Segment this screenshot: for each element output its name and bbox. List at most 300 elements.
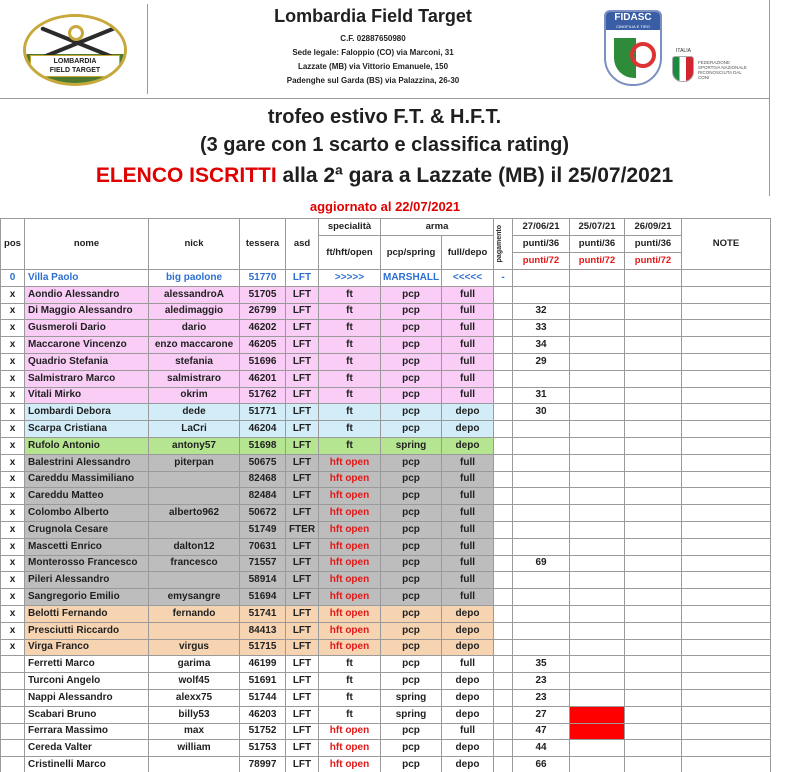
cell-spec: ft	[319, 370, 381, 387]
cell-g2	[570, 303, 625, 320]
cell-g3	[625, 353, 682, 370]
cell-g1	[513, 521, 570, 538]
table-row	[1, 404, 771, 421]
cell-spec: ft	[319, 437, 381, 454]
cell-nick: aledimaggio	[149, 303, 240, 320]
cell-nome: Quadrio Stefania	[25, 353, 149, 370]
cell-g1: 23	[513, 673, 570, 690]
cell-arma1: pcp	[381, 370, 442, 387]
fidasc-text: FIDASC	[606, 12, 660, 30]
col-gara1-p72: punti/72	[513, 253, 570, 270]
cell-pag	[494, 589, 513, 606]
logo-text-2: FIELD TARGET	[49, 67, 101, 74]
col-gara3-p36: punti/36	[625, 236, 682, 253]
cell-g2	[570, 723, 625, 740]
col-gara1-date: 27/06/21	[513, 219, 570, 236]
cell-arma1: pcp	[381, 454, 442, 471]
cell-g3	[625, 689, 682, 706]
cell-g3	[625, 656, 682, 673]
cell-asd: LFT	[286, 437, 319, 454]
table-row	[1, 622, 771, 639]
cell-tessera: 50675	[240, 454, 286, 471]
cell-nick: dario	[149, 320, 240, 337]
cell-g2	[570, 689, 625, 706]
cell-arma1: pcp	[381, 538, 442, 555]
col-tessera: tessera	[240, 219, 286, 270]
cell-nome: Ferrara Massimo	[25, 723, 149, 740]
cell-pag	[494, 505, 513, 522]
cell-g3	[625, 706, 682, 723]
cell-asd: LFT	[286, 639, 319, 656]
cell-g2	[570, 572, 625, 589]
titles-block	[0, 98, 770, 196]
cell-nick: salmistraro	[149, 370, 240, 387]
cell-arma2: full	[442, 471, 494, 488]
fidasc-sub: CINOFILIA E TIRO	[616, 24, 650, 29]
cell-note	[682, 639, 771, 656]
cell-pag	[494, 538, 513, 555]
cell-spec: ft	[319, 673, 381, 690]
cell-g3	[625, 270, 682, 287]
table-row	[1, 572, 771, 589]
cell-arma1: pcp	[381, 673, 442, 690]
org-address-3: Padenghe sul Garda (BS) via Palazzina, 26-30	[286, 76, 460, 85]
cell-pos: x	[1, 404, 25, 421]
cell-arma1: pcp	[381, 555, 442, 572]
cell-spec: ft	[319, 421, 381, 438]
cell-note	[682, 757, 771, 772]
cell-g2	[570, 505, 625, 522]
cell-arma1: pcp	[381, 404, 442, 421]
cell-pag	[494, 757, 513, 772]
cell-tessera: 51715	[240, 639, 286, 656]
cell-pos: x	[1, 622, 25, 639]
cell-note	[682, 303, 771, 320]
cell-tessera: 51762	[240, 387, 286, 404]
cell-arma2: depo	[442, 437, 494, 454]
cell-pag	[494, 404, 513, 421]
cell-tessera: 51753	[240, 740, 286, 757]
cell-asd: LFT	[286, 505, 319, 522]
cell-pag	[494, 572, 513, 589]
cell-arma1: pcp	[381, 387, 442, 404]
cell-nome: Nappi Alessandro	[25, 689, 149, 706]
cell-pos: x	[1, 421, 25, 438]
cell-g3	[625, 454, 682, 471]
cell-arma2: depo	[442, 689, 494, 706]
cell-g1: 69	[513, 555, 570, 572]
table-row	[1, 353, 771, 370]
cell-spec: ft	[319, 303, 381, 320]
cell-arma2: full	[442, 353, 494, 370]
cell-arma1: pcp	[381, 471, 442, 488]
cell-pos: x	[1, 286, 25, 303]
cell-tessera: 82468	[240, 471, 286, 488]
cell-nick: piterpan	[149, 454, 240, 471]
cell-spec: hft open	[319, 757, 381, 772]
cell-arma2: depo	[442, 740, 494, 757]
cell-asd: LFT	[286, 488, 319, 505]
cell-nome: Gusmeroli Dario	[25, 320, 149, 337]
cell-nick: francesco	[149, 555, 240, 572]
cell-arma2: full	[442, 521, 494, 538]
cell-g2	[570, 421, 625, 438]
cell-asd: LFT	[286, 689, 319, 706]
cell-arma2: full	[442, 505, 494, 522]
cell-g1: 34	[513, 337, 570, 354]
col-gara3-p72: punti/72	[625, 253, 682, 270]
table-row	[1, 270, 771, 287]
cell-arma1: pcp	[381, 589, 442, 606]
cell-note	[682, 337, 771, 354]
cell-arma2: depo	[442, 605, 494, 622]
cell-asd: LFT	[286, 605, 319, 622]
cell-pos: x	[1, 589, 25, 606]
cell-g1: 47	[513, 723, 570, 740]
cell-pag	[494, 303, 513, 320]
cell-g2	[570, 387, 625, 404]
cell-g1: 31	[513, 387, 570, 404]
col-specialita-sub: ft/hft/open	[319, 236, 381, 270]
cell-g1	[513, 505, 570, 522]
col-arma: arma	[381, 219, 494, 236]
cell-spec: ft	[319, 337, 381, 354]
cell-nick	[149, 471, 240, 488]
cell-arma2: full	[442, 303, 494, 320]
cell-pag	[494, 320, 513, 337]
cell-spec: hft open	[319, 572, 381, 589]
table-row	[1, 538, 771, 555]
cell-g3	[625, 589, 682, 606]
cell-pag	[494, 521, 513, 538]
cell-nick	[149, 572, 240, 589]
cell-tessera: 50672	[240, 505, 286, 522]
cell-arma1: pcp	[381, 320, 442, 337]
cell-tessera: 51696	[240, 353, 286, 370]
cell-nick: garima	[149, 656, 240, 673]
cell-g3	[625, 421, 682, 438]
cell-arma2: depo	[442, 639, 494, 656]
cell-g2	[570, 404, 625, 421]
cell-pag	[494, 689, 513, 706]
cell-arma2: depo	[442, 673, 494, 690]
cell-pos: x	[1, 521, 25, 538]
cell-nick: dede	[149, 404, 240, 421]
cell-pos: x	[1, 387, 25, 404]
cell-g3	[625, 337, 682, 354]
cell-note	[682, 605, 771, 622]
cell-nome: Scarpa Cristiana	[25, 421, 149, 438]
cell-g2	[570, 454, 625, 471]
cell-spec: ft	[319, 320, 381, 337]
cell-spec: hft open	[319, 521, 381, 538]
cell-g3	[625, 723, 682, 740]
cell-g1	[513, 605, 570, 622]
cell-g3	[625, 639, 682, 656]
cell-note	[682, 286, 771, 303]
cell-g2	[570, 538, 625, 555]
cell-spec: ft	[319, 404, 381, 421]
cell-note	[682, 622, 771, 639]
updated-date: aggiornato al 22/07/2021	[309, 199, 461, 214]
cell-g1	[513, 572, 570, 589]
registrants-body	[1, 270, 771, 772]
cell-nick	[149, 521, 240, 538]
table-row	[1, 337, 771, 354]
cell-asd: LFT	[286, 622, 319, 639]
cell-tessera: 82484	[240, 488, 286, 505]
cell-pos	[1, 706, 25, 723]
cell-nick: william	[149, 740, 240, 757]
col-asd: asd	[286, 219, 319, 270]
cell-pag	[494, 723, 513, 740]
organization-info	[148, 0, 598, 88]
cell-pag	[494, 370, 513, 387]
cell-spec: hft open	[319, 723, 381, 740]
cell-nome: Maccarone Vincenzo	[25, 337, 149, 354]
cell-g1	[513, 622, 570, 639]
cell-arma2: full	[442, 286, 494, 303]
cell-nick: stefania	[149, 353, 240, 370]
cell-asd: LFT	[286, 421, 319, 438]
cell-asd: LFT	[286, 706, 319, 723]
cell-pag	[494, 437, 513, 454]
org-address-1: Sede legale: Faloppio (CO) via Marconi, 31	[292, 48, 454, 57]
cell-g1	[513, 370, 570, 387]
cell-note	[682, 589, 771, 606]
table-row	[1, 370, 771, 387]
cell-arma1: pcp	[381, 740, 442, 757]
cell-nick: wolf45	[149, 673, 240, 690]
cell-note	[682, 521, 771, 538]
cell-g3	[625, 370, 682, 387]
cell-tessera: 26799	[240, 303, 286, 320]
cell-pos	[1, 656, 25, 673]
title-elenco-iscritti: ELENCO ISCRITTI	[95, 164, 277, 187]
cell-asd: LFT	[286, 387, 319, 404]
cell-arma1: pcp	[381, 572, 442, 589]
cell-spec: hft open	[319, 740, 381, 757]
cell-pag	[494, 639, 513, 656]
cell-nick: alberto962	[149, 505, 240, 522]
table-row	[1, 320, 771, 337]
cell-g1: 44	[513, 740, 570, 757]
cell-g3	[625, 622, 682, 639]
cell-nome: Sangregorio Emilio	[25, 589, 149, 606]
cell-arma1: pcp	[381, 656, 442, 673]
col-gara2-date: 25/07/21	[570, 219, 625, 236]
cell-spec: ft	[319, 286, 381, 303]
table-row	[1, 656, 771, 673]
cell-nome: Vitali Mirko	[25, 387, 149, 404]
cell-g1	[513, 270, 570, 287]
cell-tessera: 78997	[240, 757, 286, 772]
table-row	[1, 471, 771, 488]
cell-asd: LFT	[286, 656, 319, 673]
cell-nick: alessandroA	[149, 286, 240, 303]
cell-tessera: 51752	[240, 723, 286, 740]
cell-asd: LFT	[286, 673, 319, 690]
cell-nick: emysangre	[149, 589, 240, 606]
registrants-table	[0, 218, 771, 772]
table-row	[1, 488, 771, 505]
cell-nome: Cereda Valter	[25, 740, 149, 757]
cell-spec: hft open	[319, 555, 381, 572]
cell-pag	[494, 622, 513, 639]
cell-asd: LFT	[286, 370, 319, 387]
org-cf: C.F. 02887650980	[340, 34, 406, 43]
cell-tessera: 51771	[240, 404, 286, 421]
cell-asd: LFT	[286, 589, 319, 606]
cell-g2	[570, 270, 625, 287]
cell-note	[682, 387, 771, 404]
cell-g1: 33	[513, 320, 570, 337]
cell-arma2: depo	[442, 404, 494, 421]
cell-note	[682, 353, 771, 370]
cell-nick: alexx75	[149, 689, 240, 706]
cell-nome: Careddu Matteo	[25, 488, 149, 505]
cell-note	[682, 555, 771, 572]
cell-g3	[625, 320, 682, 337]
italia-text: FEDERAZIONE SPORTIVA NAZIONALE RICONOSCIUTA DAL CONI	[698, 60, 747, 80]
cell-nome: Salmistraro Marco	[25, 370, 149, 387]
cell-spec: hft open	[319, 471, 381, 488]
cell-g3	[625, 757, 682, 772]
cell-g1	[513, 437, 570, 454]
cell-arma1: spring	[381, 437, 442, 454]
cell-nick: virgus	[149, 639, 240, 656]
italia-label: ITALIA	[676, 48, 691, 54]
table-row	[1, 437, 771, 454]
cell-arma2: full	[442, 538, 494, 555]
cell-pos: x	[1, 572, 25, 589]
cell-nome: Belotti Fernando	[25, 605, 149, 622]
col-note: NOTE	[682, 219, 771, 270]
table-row	[1, 421, 771, 438]
cell-arma2: full	[442, 555, 494, 572]
cell-tessera: 46201	[240, 370, 286, 387]
cell-note	[682, 404, 771, 421]
cell-spec: ft	[319, 387, 381, 404]
cell-spec: hft open	[319, 639, 381, 656]
cell-pos: 0	[1, 270, 25, 287]
cell-arma2: full	[442, 387, 494, 404]
cell-g1	[513, 488, 570, 505]
cell-g1: 30	[513, 404, 570, 421]
cell-pag	[494, 353, 513, 370]
cell-g3	[625, 505, 682, 522]
col-gara2-p36: punti/36	[570, 236, 625, 253]
cell-arma2: depo	[442, 757, 494, 772]
cell-spec: >>>>>	[319, 270, 381, 287]
cell-arma1: pcp	[381, 337, 442, 354]
table-row	[1, 673, 771, 690]
cell-note	[682, 471, 771, 488]
cell-nick: okrim	[149, 387, 240, 404]
cell-pos: x	[1, 505, 25, 522]
cell-note	[682, 370, 771, 387]
cell-tessera: 46203	[240, 706, 286, 723]
cell-g2	[570, 437, 625, 454]
cell-g3	[625, 572, 682, 589]
cell-g2	[570, 555, 625, 572]
cell-asd: LFT	[286, 555, 319, 572]
cell-g1	[513, 286, 570, 303]
cell-arma1: pcp	[381, 521, 442, 538]
cell-note	[682, 656, 771, 673]
cell-pag	[494, 488, 513, 505]
cell-nome: Balestrini Alessandro	[25, 454, 149, 471]
cell-pos: x	[1, 471, 25, 488]
cell-g3	[625, 387, 682, 404]
cell-g2	[570, 488, 625, 505]
cell-pos	[1, 740, 25, 757]
lft-logo-icon	[23, 14, 127, 86]
cell-nome: Monterosso Francesco	[25, 555, 149, 572]
cell-tessera: 84413	[240, 622, 286, 639]
cell-g1: 35	[513, 656, 570, 673]
cell-pag	[494, 605, 513, 622]
cell-note	[682, 270, 771, 287]
cell-pag	[494, 656, 513, 673]
title-gara-info: alla 2ª gara a Lazzate (MB) il 25/07/2021	[282, 164, 674, 187]
cell-arma1: pcp	[381, 286, 442, 303]
cell-g2	[570, 639, 625, 656]
cell-arma2: full	[442, 337, 494, 354]
logo-text-1: LOMBARDIA	[53, 58, 97, 65]
cell-g2	[570, 740, 625, 757]
cell-nome: Ferretti Marco	[25, 656, 149, 673]
cell-pos: x	[1, 538, 25, 555]
cell-arma1: pcp	[381, 421, 442, 438]
col-gara1-p36: punti/36	[513, 236, 570, 253]
cell-g3	[625, 471, 682, 488]
cell-arma2: full	[442, 488, 494, 505]
cell-arma1: pcp	[381, 505, 442, 522]
col-arma-sub1: pcp/spring	[381, 236, 442, 270]
fidasc-logo-icon	[604, 10, 662, 86]
cell-asd: LFT	[286, 270, 319, 287]
cell-pos: x	[1, 370, 25, 387]
cell-g3	[625, 555, 682, 572]
cell-nick: max	[149, 723, 240, 740]
table-row	[1, 605, 771, 622]
cell-note	[682, 488, 771, 505]
cell-pag	[494, 706, 513, 723]
cell-arma2: depo	[442, 622, 494, 639]
cell-nick: antony57	[149, 437, 240, 454]
cell-g1	[513, 421, 570, 438]
cell-nome: Presciutti Riccardo	[25, 622, 149, 639]
cell-arma1: spring	[381, 689, 442, 706]
cell-spec: ft	[319, 353, 381, 370]
cell-spec: ft	[319, 706, 381, 723]
cell-nome: Lombardi Debora	[25, 404, 149, 421]
cell-asd: LFT	[286, 471, 319, 488]
cell-g1: 23	[513, 689, 570, 706]
cell-g1	[513, 639, 570, 656]
cell-nick: enzo maccarone	[149, 337, 240, 354]
cell-note	[682, 421, 771, 438]
table-row	[1, 555, 771, 572]
cell-tessera: 51744	[240, 689, 286, 706]
cell-g1	[513, 471, 570, 488]
table-row	[1, 723, 771, 740]
table-row	[1, 740, 771, 757]
cell-nome: Di Maggio Alessandro	[25, 303, 149, 320]
cell-pos: x	[1, 555, 25, 572]
cell-nome: Turconi Angelo	[25, 673, 149, 690]
